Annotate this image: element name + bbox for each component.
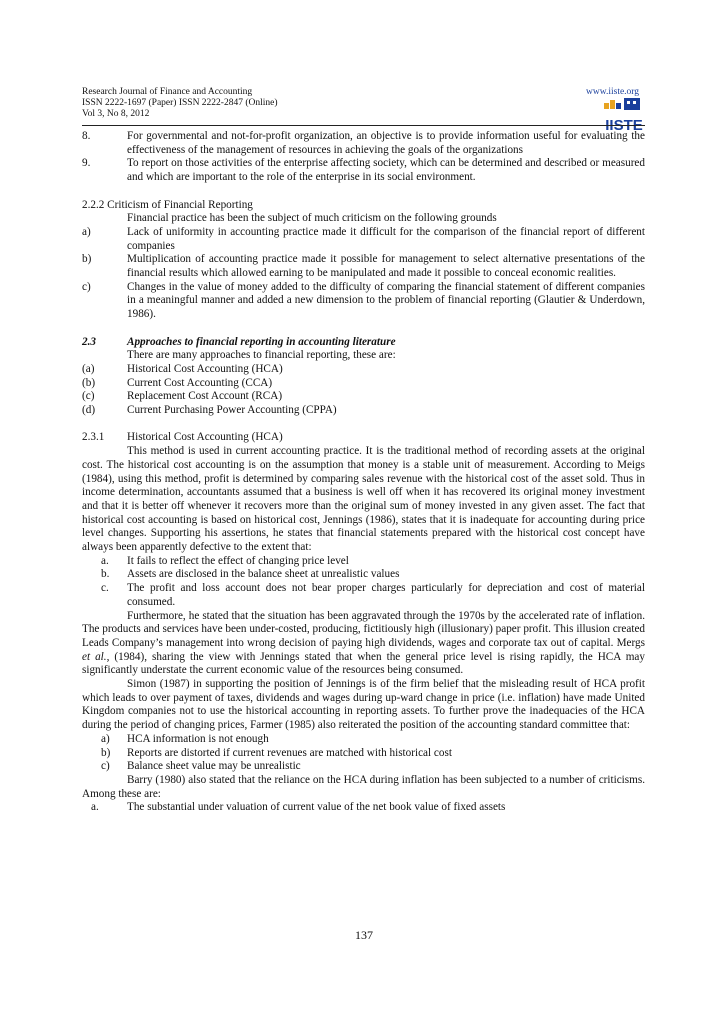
section-heading-2-3-1: 2.3.1 Historical Cost Accounting (HCA) bbox=[82, 431, 283, 444]
page-number: 137 bbox=[355, 928, 373, 942]
approach-item-a: (a) Historical Cost Accounting (HCA) bbox=[82, 362, 283, 375]
approach-item-c: (c) Replacement Cost Account (RCA) bbox=[82, 390, 283, 403]
journal-volume: Vol 3, No 8, 2012 bbox=[82, 109, 150, 119]
approach-item-b: (b) Current Cost Accounting (CCA) bbox=[82, 376, 273, 389]
list-item: c. The profit and loss account does not bear proper charges particularly for depreciation and cost of material consumed. bbox=[101, 582, 645, 608]
criticism-item-a: a) Lack of uniformity in accounting practice made it difficult for the comparison of the financial report of different companies bbox=[82, 225, 645, 252]
paragraph: Barry (1980) also stated that the reliance on the HCA during inflation has been subjected to a number of criticisms. Among these are: bbox=[82, 774, 645, 800]
list-item: b. Assets are disclosed in the balance sheet at unrealistic values bbox=[101, 568, 400, 581]
list-item: a. It fails to reflect the effect of changing price level bbox=[101, 554, 349, 567]
list-item: b) Reports are distorted if current revenues are matched with historical cost bbox=[101, 746, 452, 759]
paragraph: This method is used in current accounting practice. It is the traditional method of recording assets at the original cost. The historical cost accounting is on the assumption that money is a stable unit of measurement. According to Meigs (1984), using this method, profit is determined by comparing sales revenue with the historical cost of the asset sold. Thus in income determination, accountants assumed that a business is well off when it has recovered its original money investment and that it is better off whenever it recovers more than the original sum of money invested in any given asset. The fact that historical cost accounting is based on historical cost, Jennings (1986), states that it is inadequate for accounting during price level changes. Supporting his assertions, he states that financial statements prepared with the historical cost concept have always been apparently defective to the extent that: bbox=[82, 445, 645, 554]
approach-item-d: (d) Current Purchasing Power Accounting (CPPA) bbox=[82, 404, 337, 417]
list-item: a) HCA information is not enough bbox=[101, 732, 269, 745]
list-item: c) Balance sheet value may be unrealistic bbox=[101, 760, 301, 773]
logo-text: IISTE bbox=[605, 117, 643, 133]
criticism-item-b: b) Multiplication of accounting practice made it possible for management to select alternative presentations of the financial results which allowed earning to be manipulated and made it possible to conceal economic realities. bbox=[82, 253, 645, 280]
criticism-item-c: c) Changes in the value of money added to the difficulty of comparing the financial statement of different companies in a meaningful manner and added a new dimension to the problem of financial reporting (Glautier & Underdown, 1986). bbox=[82, 280, 645, 321]
journal-url[interactable]: www.iiste.org bbox=[586, 87, 640, 97]
paragraph: Furthermore, he stated that the situation has been aggravated through the 1970s by the accelerated rate of inflation. The products and services have been under-costed, producing, fictitiously high (illusionary) paper profit. This illusion created Leads Company’s management into wrong decision of paying high dividends, wages and corporate tax out of capital. Mergs et al., (1984), sharing the view with Jennings stated that when the general price level is rising rapidly, the HCA may significantly understate the current economic value of the resources being consumed. bbox=[82, 609, 645, 677]
section-intro: There are many approaches to financial reporting, these are: bbox=[127, 349, 396, 362]
section-heading-2-2-2: 2.2.2 Criticism of Financial Reporting bbox=[82, 198, 253, 211]
section-heading-2-3: 2.3 Approaches to financial reporting in accounting literature bbox=[82, 335, 396, 348]
header-rule bbox=[82, 125, 645, 126]
iiste-logo bbox=[602, 97, 646, 133]
journal-issn: ISSN 2222-1697 (Paper) ISSN 2222-2847 (Online) bbox=[82, 98, 278, 108]
list-item: a. The substantial under valuation of current value of the net book value of fixed assets bbox=[91, 801, 506, 814]
paragraph: Simon (1987) in supporting the position of Jennings is of the firm belief that the misleading result of HCA profit which leads to over payment of taxes, dividends and wages during up-ward change in price (i.e. inflation) have made United Kingdom companies not to use the historical accounting in reporting assets. To further prove the inadequacies of the HCA during the period of changing prices, Farmer (1985) also reiterated the position of the accounting standard committee that: bbox=[82, 678, 645, 732]
journal-title: Research Journal of Finance and Accounting bbox=[82, 87, 253, 97]
article-body bbox=[82, 130, 645, 815]
section-intro: Financial practice has been the subject of much criticism on the following grounds bbox=[127, 212, 497, 225]
objective-item-9: 9. To report on those activities of the enterprise affecting society, which can be determined and described or measured and which are important to the role of the enterprise in its social environment. bbox=[82, 157, 645, 184]
objective-item-8: 8. For governmental and not-for-profit organization, an objective is to provide information useful for evaluating the effectiveness of the management of resources in achieving the goals of the organizations bbox=[82, 130, 645, 156]
